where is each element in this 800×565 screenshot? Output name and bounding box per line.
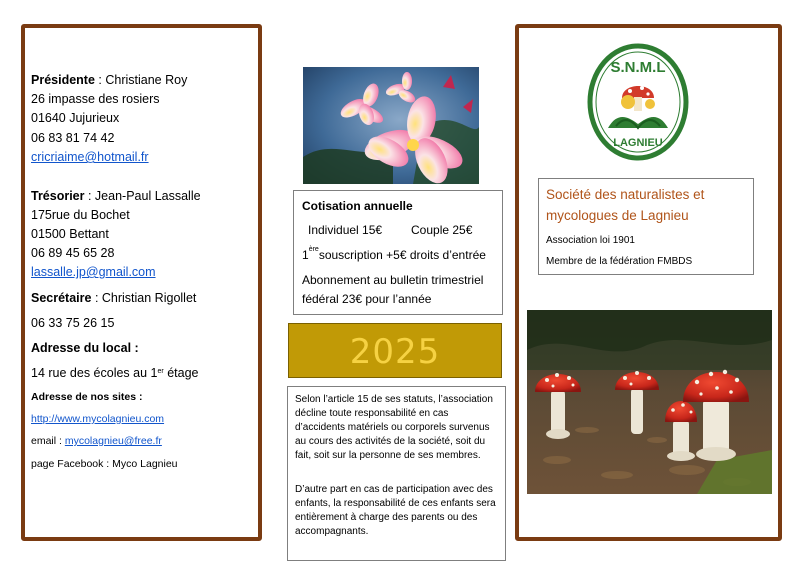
society-member: Membre de la fédération FMBDS (546, 256, 693, 267)
cotisation-individuel: Individuel 15€ (308, 223, 383, 237)
sites-label: Adresse de nos sites : (31, 391, 143, 403)
legal-notice-box (287, 386, 506, 561)
site-url-link[interactable]: http://www.mycolagnieu.com (31, 413, 165, 425)
amanita-mushrooms-image (527, 310, 772, 494)
presidente-address-1: 26 impasse des rosiers (31, 92, 160, 106)
local-address-sup: er (157, 368, 164, 375)
presidente-phone: 06 83 81 74 42 (31, 131, 115, 145)
email-link[interactable]: mycolagnieu@free.fr (64, 435, 162, 447)
year-text: 2025 (349, 332, 441, 372)
email-line (31, 434, 162, 449)
cotisation-box (293, 190, 503, 315)
logo-bottom-text: LAGNIEU (613, 137, 663, 149)
local-address-b: étage (163, 366, 199, 380)
logo-top-text: S.N.M.L (610, 59, 666, 76)
presidente-email-link[interactable]: cricriaime@hotmail.fr (31, 150, 149, 164)
tresorier-email-link[interactable]: lassalle.jp@gmail.com (31, 265, 156, 279)
local-address (31, 366, 198, 381)
tresorier-name: : Jean-Paul Lassalle (84, 189, 201, 203)
presidente-name: : Christiane Roy (94, 73, 188, 87)
secretaire-line (31, 291, 196, 306)
legal-paragraph-1: Selon l’article 15 de ses statuts, l’association décline toute responsabilité en cas d’accidents matériels ou corporels survenus au cours des activités de la société, soit du fait, soit sur la personne de ses membres. (295, 394, 493, 461)
cotisation-title: Cotisation annuelle (302, 199, 413, 213)
presidente-address-2: 01640 Jujurieux (31, 111, 120, 125)
local-address-a: 14 rue des écoles au 1 (31, 366, 158, 380)
tresorier-address-1: 175rue du Bochet (31, 208, 130, 222)
society-assoc: Association loi 1901 (546, 235, 635, 246)
souscription-sup: ère (308, 246, 319, 253)
cotisation-couple: Couple 25€ (411, 223, 473, 237)
cotisation-abonnement-1: Abonnement au bulletin trimestriel (302, 273, 484, 287)
local-label: Adresse du local : (31, 341, 139, 355)
society-box (538, 178, 754, 275)
souscription-text: souscription +5€ droits d’entrée (318, 248, 486, 262)
secretaire-name: : Christian Rigollet (91, 291, 197, 305)
presidente-line (31, 73, 187, 88)
society-title: Société des naturalistes et mycologues de Lagnieu (546, 187, 705, 223)
tresorier-label: Trésorier (31, 189, 85, 203)
secretaire-phone: 06 33 75 26 15 (31, 316, 115, 330)
legal-paragraph-2: D’autre part en cas de participation avec des enfants, la responsabilité de ces enfants sera entièrement à charge des parents ou des accompagnants. (295, 484, 496, 537)
tresorier-address-2: 01500 Bettant (31, 227, 109, 241)
secretaire-label: Secrétaire (31, 291, 92, 305)
tresorier-phone: 06 89 45 65 28 (31, 246, 115, 260)
cotisation-abonnement-2: fédéral 23€ pour l’année (302, 292, 432, 306)
email-label: email : (31, 435, 65, 447)
presidente-label: Présidente (31, 73, 95, 87)
plumeria-flower-image (303, 67, 479, 184)
souscription-number: 1 (302, 248, 309, 262)
cotisation-souscription (302, 248, 486, 262)
tresorier-line (31, 189, 201, 204)
year-banner (288, 323, 502, 378)
facebook-line: page Facebook : Myco Lagnieu (31, 458, 178, 470)
snml-logo (586, 42, 690, 162)
